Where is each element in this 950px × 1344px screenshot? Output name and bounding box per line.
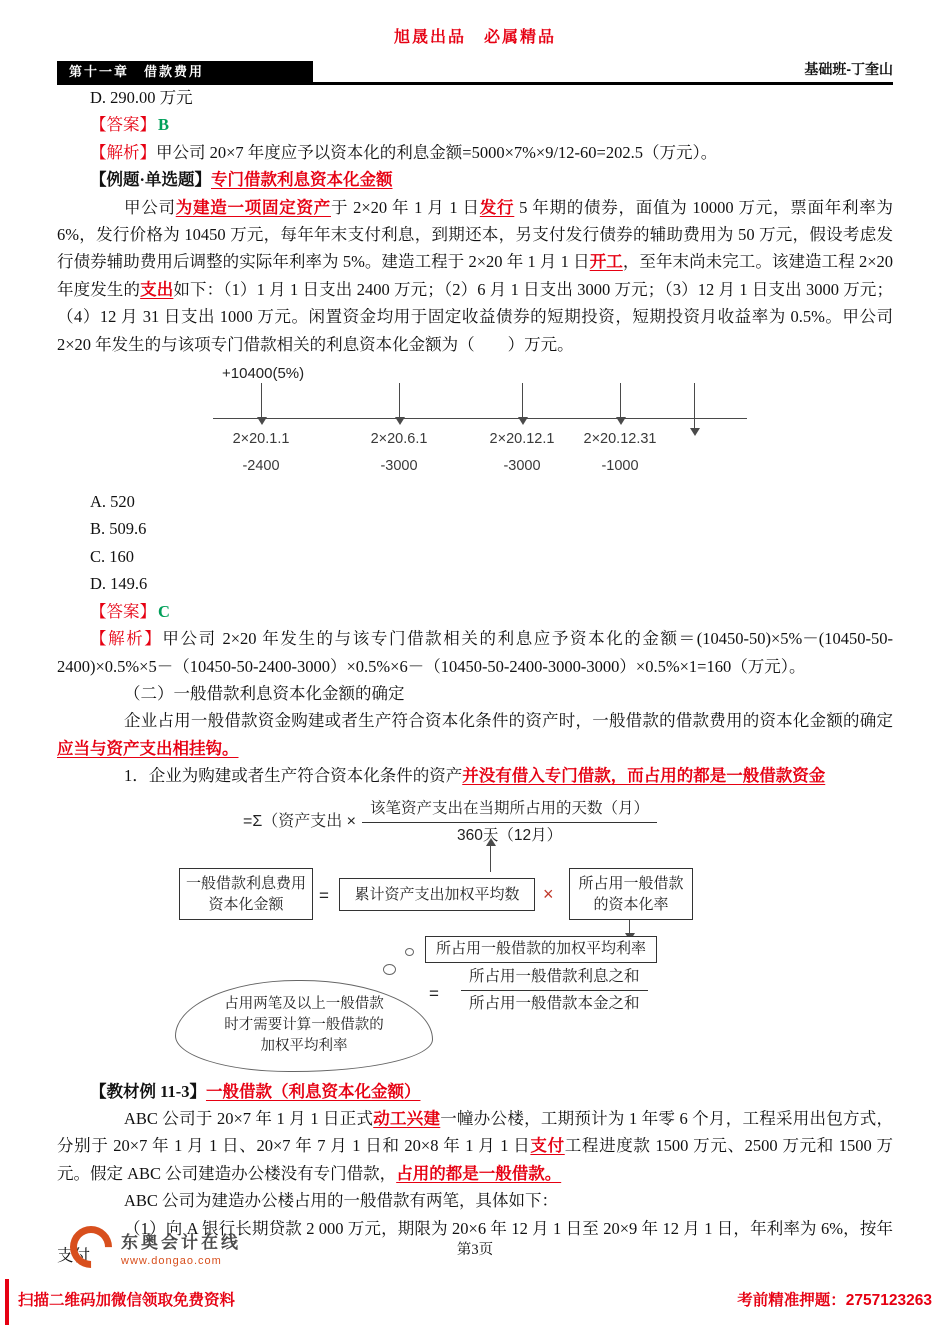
example1-title: 专门借款利息资本化金额: [211, 170, 393, 190]
timeline-value: -1000: [601, 458, 639, 475]
answer-label: 【答案】: [90, 115, 156, 135]
example2-heading: [57, 1078, 893, 1105]
answer-value: C: [158, 601, 170, 621]
highlight-run: 支付: [530, 1136, 565, 1156]
question-text-run: ，至年末尚未完工。该建造工程 2×20 年度发生的: [57, 252, 894, 299]
timeline-diagram: [57, 360, 893, 486]
timeline-axis: [213, 418, 747, 419]
watermark-title: 旭晟出品 必属精品: [393, 29, 556, 46]
page-number: 第3页: [456, 1242, 494, 1258]
timeline-date: 2×20.1.1: [232, 431, 290, 448]
body-text-run: 一幢办公楼，工期预计为 1 年零 6 个月，工程采用出包方式，分别于 20×7 年 1 月 1 日、20×7 年 7 月 1 日和 20×8 年 1 月 1 日: [57, 1108, 894, 1156]
rate-fraction: [461, 966, 648, 1015]
thought-bubble-icon: [405, 948, 414, 956]
note-cloud: [175, 980, 433, 1072]
timeline-value: -2400: [242, 458, 280, 475]
box-text-line: 一般借款利息费用: [185, 874, 306, 892]
promo-right-text: 考前精准押题：2757123263: [737, 1292, 932, 1309]
analysis-label: 【解析】: [90, 142, 156, 162]
body-text-run: 企业占用一般借款资金购建或者生产符合资本化条件的资产时，一般借款的借款费用的资本化金额的确定: [124, 711, 893, 731]
answer-label: 【答案】: [90, 601, 156, 621]
analysis-text: 甲公司 20×7 年度应予以资本化的利息金额=5000×7%×9/12-60=202.5（万元）。: [156, 142, 718, 162]
up-arrow-icon: [490, 846, 491, 872]
option-d: D. 149.6: [90, 574, 148, 594]
weighted-expenditure-formula: [243, 798, 657, 847]
formula-prefix: =Σ（资产支出 ×: [243, 813, 357, 831]
highlight-run: 占用的都是一般借款。: [396, 1163, 562, 1183]
down-arrow-icon: [522, 383, 523, 418]
prev-option-d: D. 290.00 万元: [90, 88, 193, 107]
section2-heading: （二）一般借款利息资本化金额的确定: [124, 683, 405, 703]
example2-title: 一般借款（利息资本化金额）: [205, 1081, 421, 1101]
example1-question: [57, 194, 893, 358]
highlight-run: 发行: [479, 197, 515, 217]
weighted-expenditure-box: [339, 878, 535, 911]
option-b: B. 509.6: [90, 519, 147, 539]
cloud-text-line: 时才需要计算一般借款的: [224, 1017, 384, 1034]
brand-name: 东奥会计在线: [121, 1232, 241, 1252]
timeline-value: -3000: [380, 458, 418, 475]
example1-tag: 【例题·单选题】: [90, 170, 212, 190]
section2-paragraph: [57, 707, 893, 762]
option-c: C. 160: [90, 546, 135, 566]
example2-para3: （1）向 A 银行长期贷款 2 000 万元，期限为 20×6 年 12 月 1 日至 20×9 年 12 月 1 日，年利率为 6%，按年支付: [57, 1218, 893, 1265]
example1-heading: [57, 166, 893, 193]
box-text-line: 的资本化率: [593, 895, 669, 913]
weighted-avg-rate-box: 所占用一般借款的加权平均利率: [425, 936, 657, 963]
highlight-run: 为建造一项固定资产: [175, 197, 331, 217]
body-text-run: 工程进度款 1500 万元、2500 万元和 1500 万元。假定 ABC 公司建造办公楼没有专门借款，: [57, 1136, 894, 1183]
formula-fraction: [362, 798, 657, 847]
down-arrow-icon: [694, 383, 695, 429]
down-arrow-icon: [399, 383, 400, 418]
highlight-run: 应当与资产支出相挂钩。: [57, 738, 239, 758]
body-text-run: 1．企业为购建或者生产符合资本化条件的资产: [124, 766, 463, 786]
timeline-date: 2×20.12.31: [583, 431, 657, 448]
down-arrow-icon: [629, 920, 630, 934]
fraction-denominator: 360天（12月）: [456, 826, 563, 844]
example2-para2: ABC 公司为建造办公楼占用的一般借款有两笔，具体如下：: [124, 1191, 559, 1211]
page-header: [57, 62, 893, 85]
timeline-date: 2×20.12.1: [489, 431, 555, 448]
question-text-run: 5 年期的债券，面值为 10000 万元，票面年利率为 6%，发行价格为 10450 万元，每年年末支付利息，到期还本，另支付发行债券的辅助费用为 50 万元，假设考虑发行债券辅助费用后调整的实际年利率为 5%。建造工程于 2×20 年 1 月 1 日: [57, 197, 894, 272]
brand-url: www.dongao.com: [121, 1254, 222, 1267]
prev-analysis-line: [57, 139, 893, 166]
timeline-date: 2×20.6.1: [370, 431, 428, 448]
highlight-run: 动工兴建: [373, 1108, 441, 1128]
red-edge-strip: [5, 1279, 9, 1325]
timeline-principal-label: +10400(5%): [222, 365, 305, 383]
question-text-run: 如下：（1）1 月 1 日支出 2400 万元；（2）6 月 1 日支出 3000 万元；（3）12 月 1 日支出 3000 万元；（4）12 月 31 日支出 1000 万元。闲置资金均用于固定收益债券的短期投资，短期投资月收益率为 0.5%。甲公司 2×20 年发生的与该项专门借款相关的利息资本化金额为（ ）万元。: [57, 279, 894, 354]
example1-answer-line: [57, 598, 893, 625]
rate-equals-sign: =: [429, 983, 439, 1003]
times-sign: ×: [543, 883, 554, 904]
analysis-text: 甲公司 2×20 年发生的与该专门借款相关的利息应予资本化的金额＝(10450-50)×5%－(10450-50-2400)×0.5%×5－（10450-50-2400-3000）×0.5%×6－（10450-50-2400-3000-3000）×0.5%×1=160（万元）。: [57, 629, 894, 676]
example1-analysis-line: [57, 625, 893, 680]
down-arrow-icon: [620, 383, 621, 418]
fraction-numerator: 所占用一般借款利息之和: [461, 966, 648, 991]
thought-bubble-icon: [383, 964, 396, 975]
cloud-text-line: 加权平均利率: [260, 1038, 348, 1055]
question-text-run: 于 2×20 年 1 月 1 日: [331, 197, 480, 217]
down-arrow-icon: [261, 383, 262, 418]
highlight-run: 开工: [589, 252, 623, 272]
capitalized-interest-box: [179, 868, 313, 920]
example2-tag: 【教材例 11-3】: [90, 1081, 206, 1101]
promo-left-text: 扫描二维码加微信领取免费资料: [18, 1292, 236, 1309]
document-body: [57, 84, 893, 1269]
analysis-label: 【解析】: [90, 629, 163, 649]
fraction-denominator: 所占用一般借款本金之和: [469, 994, 640, 1012]
example2-para1: [57, 1105, 893, 1187]
instructor-label: 基础班-丁奎山: [804, 61, 893, 77]
cloud-text-line: 占用两笔及以上一般借款: [224, 996, 384, 1013]
prev-answer-line: [57, 111, 893, 138]
chapter-title: 第十一章 借款费用: [57, 61, 313, 83]
highlight-run: 支出: [140, 279, 174, 299]
body-text-run: ABC 公司于 20×7 年 1 月 1 日正式: [124, 1108, 374, 1128]
box-text-line: 累计资产支出加权平均数: [354, 885, 520, 903]
general-borrowing-formula-diagram: [57, 796, 893, 1078]
answer-value: B: [158, 115, 170, 135]
highlight-run: 并没有借入专门借款，而占用的都是一般借款资金: [462, 766, 826, 786]
section2-item1: [57, 762, 893, 789]
question-text-run: 甲公司: [124, 197, 176, 217]
equals-sign: =: [319, 885, 329, 905]
timeline-value: -3000: [503, 458, 541, 475]
option-a: A. 520: [90, 492, 135, 512]
box-text-line: 所占用一般借款: [578, 874, 684, 892]
capitalization-rate-box: [569, 868, 693, 920]
box-text-line: 资本化金额: [208, 895, 284, 913]
fraction-numerator: 该笔资产支出在当期所占用的天数（月）: [362, 798, 657, 823]
